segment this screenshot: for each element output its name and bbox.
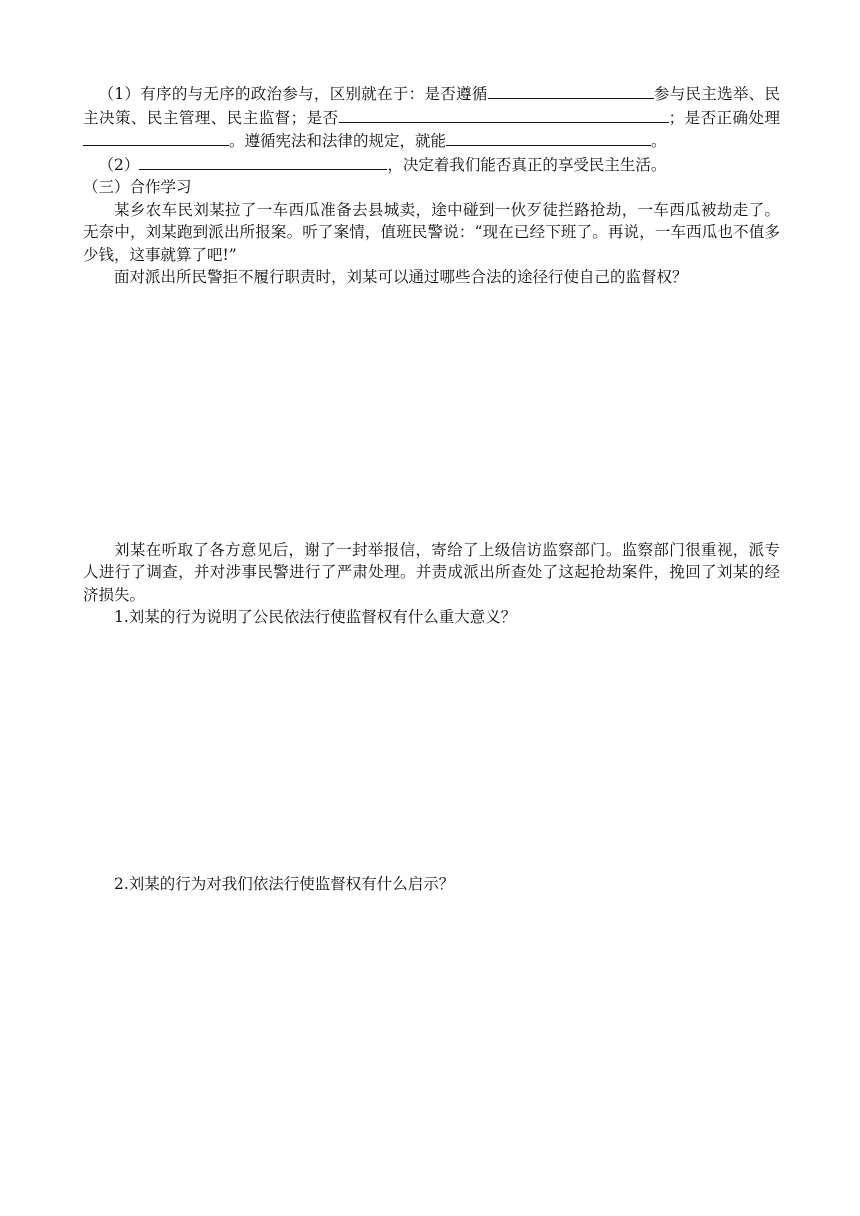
- item1-after-blank1: 参与民主选: [653, 85, 733, 103]
- answer-space-2[interactable]: [83, 895, 780, 1095]
- blank-4[interactable]: [446, 129, 651, 146]
- answer-space-1[interactable]: [83, 629, 780, 873]
- question-0: 面对派出所民警拒不履行职责时，刘某可以通过哪些合法的途径行使自己的监督权？: [114, 268, 688, 286]
- section-title: （三）合作学习: [83, 178, 192, 196]
- blank-5[interactable]: [139, 153, 387, 170]
- question-1: 1.刘某的行为说明了公民依法行使监督权有什么重大意义？: [114, 608, 517, 626]
- item1-after-blank4: 。: [651, 132, 667, 150]
- blank-3[interactable]: [83, 129, 229, 146]
- item2-prefix: （2）: [98, 155, 140, 174]
- case-paragraph-1: 某乡农车民刘某拉了一车西瓜准备去县城卖，途中碰到一伙歹徒拦路抢劫，一车西瓜被劫走了。无奈中，刘某跑到派出所报案。听了案情，值班民警说：“现在已经下班了。再说，一车西瓜也不值多少钱，这事就算了吧!”: [83, 200, 780, 264]
- case-paragraph-2: 刘某在听取了各方意见后，谢了一封举报信，寄给了上级信访监察部门。监察部门很重视，派专人进行了调查，并对涉事民警进行了严肃处理。并责成派出所查处了这起抢劫案件，挽回了刘某的经济损失。: [83, 540, 780, 604]
- item1-line2-start: 举、民主决策、民主管理、民主监督；是否: [83, 85, 780, 127]
- worksheet-page: [83, 82, 780, 1095]
- item2-after-blank: ，决定着我们能否真正的享受民主生活。: [387, 155, 667, 174]
- item1-after-blank2: ；是: [668, 108, 701, 127]
- item1-line3-start: 否正确处理: [700, 108, 780, 127]
- fill-in-item-1: [83, 82, 780, 153]
- fill-in-item-2: [83, 153, 780, 177]
- answer-space-0[interactable]: [83, 289, 780, 539]
- item1-prefix: （1）有序的与无序的政治参与，区别就在于：是否遵循: [98, 85, 488, 103]
- question-2: 2.刘某的行为对我们依法行使监督权有什么启示？: [114, 874, 455, 893]
- blank-1[interactable]: [488, 82, 654, 99]
- blank-2[interactable]: [339, 106, 669, 123]
- item1-after-blank3: 。遵循宪法和法律的规定，就能: [229, 132, 447, 150]
